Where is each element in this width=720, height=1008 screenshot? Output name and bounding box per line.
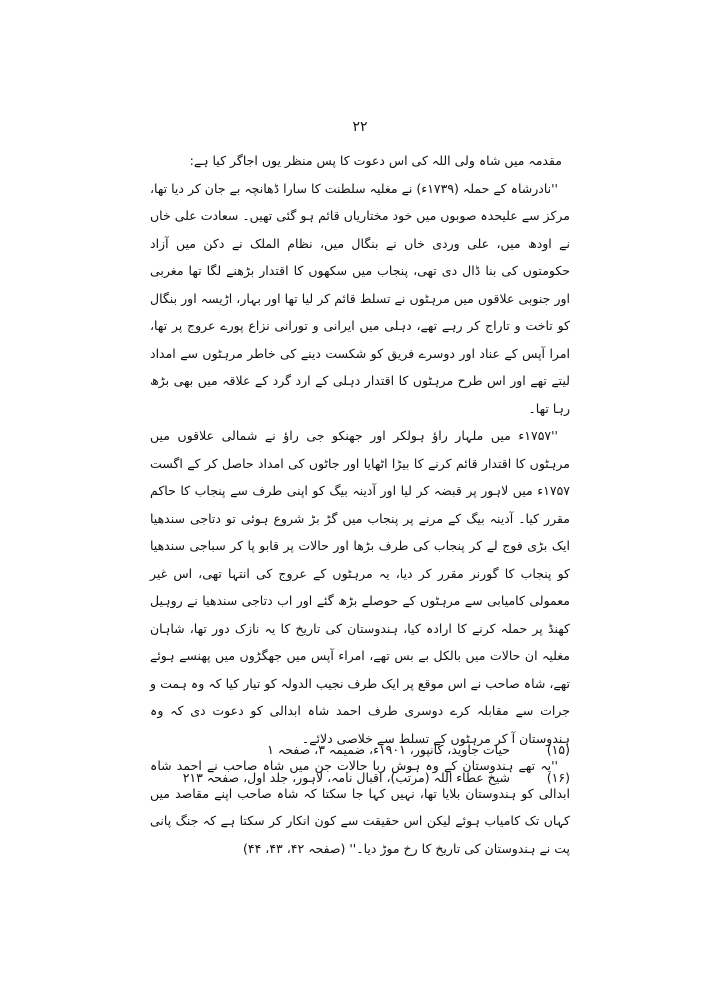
quote-paragraph-3: ''یہ تھے ہندوستان کے وہ ہوش ربا حالات جن میں شاہ صاحب نے احمد شاہ ابدالی کو ہندوستان بلایا تھا، نہیں کہا جا سکتا کہ شاہ صاحب اپنے مقاصد میں کہاں تک کامیاب ہوئے لیکن اس حقیقت سے کون انکار کر سکتا ہے کہ جنگ پانی پت نے ہندوستان کی تاریخ کا رخ موڑ دیا۔'' (صفحہ ۴۲، ۴۳، ۴۴)	[150, 758, 570, 856]
footnote-text: حیات جاوید، کانپور، ۱۹۰۱ء، ضمیمہ ۳، صفحہ ۱	[267, 742, 510, 757]
footnotes	[150, 736, 570, 792]
footnote-number: (۱۵)	[546, 742, 570, 757]
quote-paragraph-1: ''نادرشاہ کے حملہ (۱۷۳۹ء) نے مغلیہ سلطنت کا سارا ڈھانچہ بے جان کر دیا تھا، مرکز سے علیحدہ صوبوں میں خود مختاریاں قائم ہو گئی تھیں۔ سعادت علی خاں نے اودھ میں، علی وردی خاں نے بنگال میں، نظام الملک نے دکن میں آزاد حکومتوں کی بنا ڈال دی تھی، پنجاب میں سکھوں کا اقتدار بڑھنے لگا تھا مغربی اور جنوبی علاقوں میں مرہٹوں نے تسلط قائم کر لیا تھا اور بہار، اڑیسہ اور بنگال کو تاخت و تاراج کر رہے تھے، دہلی میں ایرانی و تورانی نزاع پورے عروج پر تھا، امرا آپس کے عناد اور دوسرے فریق کو شکست دینے کی خاطر مرہٹوں سے امداد لیتے تھے اور اس طرح مرہٹوں کا اقتدار دہلی کے ارد گرد کے علاقہ میں بھی بڑھ رہا تھا۔	[150, 180, 570, 416]
quote-paragraph-2: ''۱۷۵۷ء میں ملہار راؤ ہولکر اور جھنکو جی راؤ نے شمالی علاقوں میں مرہٹوں کا اقتدار قائم کرنے کا بیڑا اٹھایا اور جاٹوں کی امداد حاصل کر کے اگست ۱۷۵۷ء میں لاہور پر قبضہ کر لیا اور آدینہ بیگ کو اپنی طرف سے پنجاب کا حاکم مقرر کیا۔ آدینہ بیگ کے مرنے پر پنجاب میں گڑ بڑ شروع ہوئی تو دتاجی سندھیا ایک بڑی فوج لے کر پنجاب کی طرف بڑھا اور حالات پر قابو پا کر سباجی سندھیا کو پنجاب کا گورنر مقرر کر دیا، یہ مرہٹوں کے عروج کی انتہا تھی، اس غیر معمولی کامیابی سے مرہٹوں کے حوصلے بڑھ گئے اور اب دتاجی سندھیا نے روہیل کھنڈ پر حملہ کرنے کا ارادہ کیا، ہندوستان کی تاریخ کا یہ نازک دور تھا، شاہان مغلیہ ان حالات میں بالکل بے بس تھے، امراء آپس میں جھگڑوں میں پھنسے ہوئے تھے، شاہ صاحب نے اس موقع پر ایک طرف نجیب الدولہ کو تیار کیا کہ وہ ہمت و جرات سے مقابلہ کرے دوسری طرف احمد شاہ ابدالی کو دعوت دی کہ وہ ہندوستان آ کر مرہٹوں کے تسلط سے خلاصی دلائے۔	[150, 428, 570, 746]
footnote-item	[150, 736, 570, 764]
footnote-text: شیخ عطاء اللہ (مرتب)، اقبال نامہ، لاہور، جلد اول، صفحہ ۲۱۳	[182, 770, 510, 785]
footnote-number: (۱۶)	[546, 770, 570, 785]
footnote-item	[150, 764, 570, 792]
page-number: ۲۲	[352, 119, 368, 135]
intro-paragraph: مقدمہ میں شاہ ولی اللہ کی اس دعوت کا پس منظر یوں اجاگر کیا ہے:	[189, 153, 562, 168]
